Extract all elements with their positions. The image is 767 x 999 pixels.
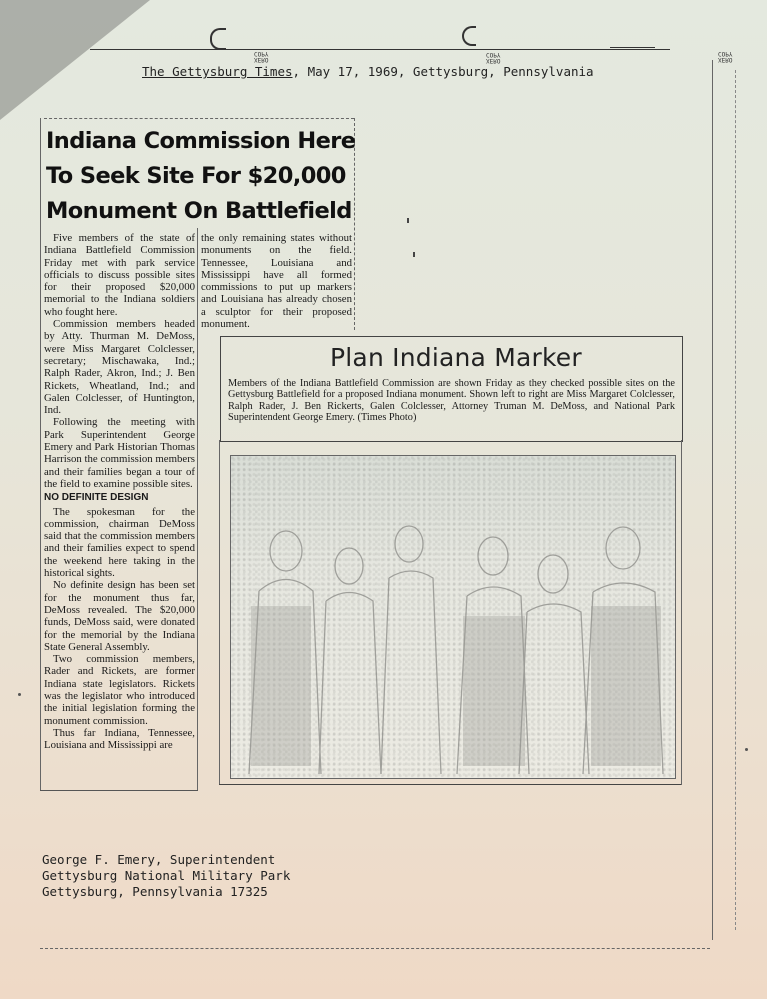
corner-smudge (0, 0, 150, 120)
stray-mark (413, 252, 415, 257)
photo-figures (231, 456, 675, 778)
right-margin-rule-2 (735, 70, 736, 930)
headline-line-1: Indiana Commission Here (46, 128, 356, 154)
address-line-1: George F. Emery, Superintendent (42, 852, 276, 867)
source-date-place: , May 17, 1969, Gettysburg, Pennsylvania (292, 64, 594, 79)
newspaper-name: The Gettysburg Times (142, 64, 293, 79)
stray-mark (407, 218, 409, 223)
article-paragraph: The spokesman for the commission, chairman DeMoss said that the commission members and their families expect to spend the weekend here taking in the historical sights. (44, 505, 195, 580)
addressee-block (42, 852, 290, 900)
clip-mark-left (210, 28, 226, 50)
news-photo (230, 455, 676, 779)
article-paragraph: Two commission members, Rader and Rickets, are former Indiana state legislators. Rickets was the legislator who introduced the initial legislation forming the monument commission. (44, 653, 195, 727)
article-paragraph: Following the meeting with Park Superintendent George Emery and Park Historian Thomas Harrison the commission members and their families began a tour of the field to examine possible sites. (44, 416, 195, 490)
top-rule-right (610, 47, 655, 48)
bottom-rule (40, 948, 710, 949)
address-line-2: Gettysburg National Military Park (42, 868, 291, 883)
photo-caption: Members of the Indiana Battlefield Commission are shown Friday as they checked possible sites on the Gettysburg Battlefield for a proposed Indiana monument. Shown left to right are Miss Margaret Colclesser, Ralph Rader, J. Ben Rickerts, Galen Colclesser, Attorney Truman M. DeMoss, and National Park Superintendent George Emery. (Times Photo) (228, 378, 675, 424)
headline-line-3: Monument On Battlefield (46, 198, 352, 224)
clip-bottom-border (40, 790, 198, 791)
stray-mark (18, 693, 21, 696)
article-subhead: NO DEFINITE DESIGN (44, 492, 149, 504)
article-headline (46, 124, 356, 229)
column-divider (197, 228, 198, 790)
clip-top-border (44, 118, 354, 119)
article-paragraph: Commission members headed by Atty. Thurman M. DeMoss, were Miss Margaret Colclesser, secretary; Mischawaka, Ind.; Ralph Rader, Akron, Ind.; J. Ben Rickets, Wheatland, Ind.; and Galen Colclesser, of Huntington, Ind. (44, 318, 195, 417)
article-paragraph: Five members of the state of Indiana Battlefield Commission Friday met with park service officials to discuss possible sites for their proposed $20,000 memorial to the Indiana soldiers who fought here. (44, 232, 195, 318)
top-rule (90, 49, 670, 50)
photo-frame-right (681, 440, 682, 785)
article-paragraph: the only remaining states without monuments on the field. Tennessee, Louisiana and Mississippi have all formed commissions to put up markers and Louisiana has already chosen a sculptor for their proposed monument. (201, 232, 352, 331)
right-margin-rule (712, 60, 713, 940)
xerox-stamp-2: XERO COPY (486, 51, 501, 64)
article-column-1 (44, 232, 195, 751)
article-column-2 (201, 232, 352, 330)
photo-frame-bottom (219, 784, 681, 785)
clip-mark-right (462, 26, 476, 46)
xerox-stamp-1: XERO COPY (254, 50, 269, 63)
stray-mark (745, 748, 748, 751)
photo-frame-left (219, 440, 220, 785)
photo-title: Plan Indiana Marker (330, 343, 582, 372)
article-paragraph: Thus far Indiana, Tennessee, Louisiana and Mississippi are (44, 726, 195, 752)
address-line-3: Gettysburg, Pennsylvania 17325 (42, 884, 268, 899)
source-line (142, 64, 594, 79)
article-paragraph: No definite design has been set for the monument thus far, DeMoss revealed. The $20,000 funds, DeMoss said, were donated for the memorial by the Indiana State General Assembly. (44, 579, 195, 653)
clip-left-border (40, 118, 41, 790)
xerox-stamp-3: XERO COPY (718, 50, 733, 63)
headline-line-2: To Seek Site For $20,000 (46, 163, 346, 189)
